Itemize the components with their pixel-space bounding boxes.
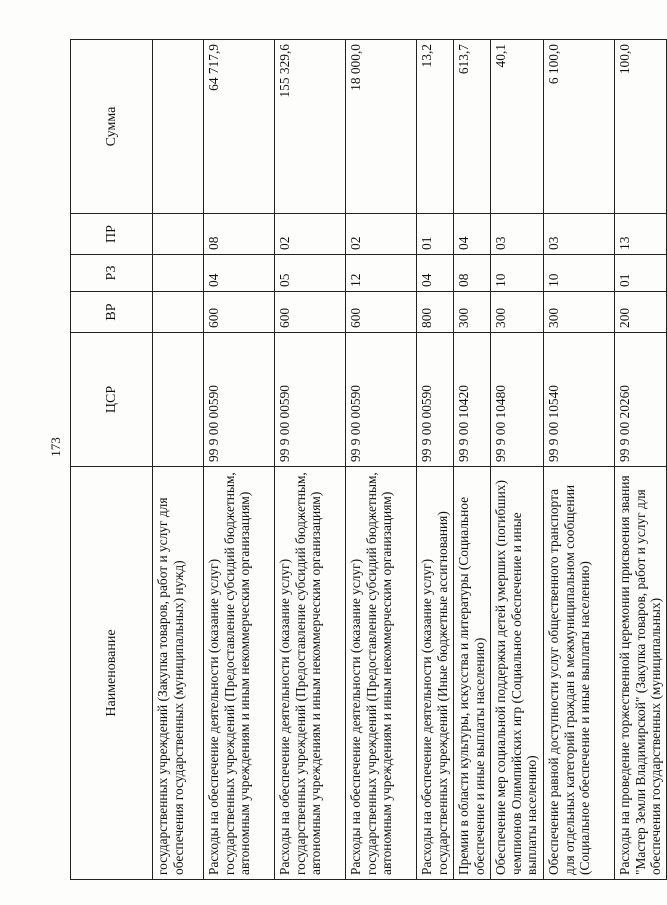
cell-sum: 64 717,9 <box>204 40 275 214</box>
header-pr: ПР <box>71 214 153 255</box>
cell-pr <box>153 214 204 255</box>
table-row <box>346 40 417 880</box>
cell-pr: 08 <box>204 214 275 255</box>
cell-sum: 6 100,0 <box>544 40 615 214</box>
table-row <box>204 40 275 880</box>
cell-vr: 600 <box>204 292 275 333</box>
cell-vr: 300 <box>544 292 615 333</box>
table-row <box>544 40 615 880</box>
cell-name: Расходы на обеспечение деятельности (оказание услуг) государственных учреждений (Предоставление субсидий бюджетным, автономным учреждениям и иным некоммерческим организациям) <box>346 467 417 880</box>
cell-vr: 200 <box>615 292 667 333</box>
cell-pr: 03 <box>544 214 615 255</box>
cell-rz: 12 <box>346 255 417 292</box>
cell-sum: 613,7 <box>454 40 491 214</box>
cell-pr: 02 <box>275 214 346 255</box>
cell-csr: 99 9 00 10540 <box>544 333 615 467</box>
table-row <box>491 40 544 880</box>
cell-name: Расходы на проведение торжественной церемонии присвоения звания "Мастер Земли Владимирской" (Закупка товаров, работ и услуг для обеспечения государственных (муниципальных) <box>615 467 667 880</box>
cell-rz: 08 <box>454 255 491 292</box>
cell-rz <box>153 255 204 292</box>
cell-sum: 155 329,6 <box>275 40 346 214</box>
table-row <box>615 40 667 880</box>
cell-csr: 99 9 00 00590 <box>275 333 346 467</box>
cell-name: Расходы на обеспечение деятельности (оказание услуг) государственных учреждений (Иные бюджетные ассигнования) <box>417 467 454 880</box>
cell-pr: 02 <box>346 214 417 255</box>
table-row <box>275 40 346 880</box>
cell-sum <box>153 40 204 214</box>
cell-vr: 300 <box>454 292 491 333</box>
rotated-table-wrapper <box>70 40 664 880</box>
cell-rz: 10 <box>491 255 544 292</box>
cell-name: Премии в области культуры, искусства и литературы (Социальное обеспечение и иные выплаты населению) <box>454 467 491 880</box>
cell-name: Расходы на обеспечение деятельности (оказание услуг) государственных учреждений (Предоставление субсидий бюджетным, автономным учреждениям и иным некоммерческим организациям) <box>204 467 275 880</box>
cell-pr: 13 <box>615 214 667 255</box>
cell-sum: 18 000,0 <box>346 40 417 214</box>
table-row <box>417 40 454 880</box>
cell-rz: 05 <box>275 255 346 292</box>
page-number-wrap <box>44 432 68 462</box>
cell-pr: 04 <box>454 214 491 255</box>
cell-name: Обеспечение равной доступности услуг общественного транспорта для отдельных категорий граждан в межмуниципальном сообщении (Социальное обеспечение и иные выплаты населению) <box>544 467 615 880</box>
header-csr: ЦСР <box>71 333 153 467</box>
cell-csr: 99 9 00 10480 <box>491 333 544 467</box>
cell-vr: 600 <box>346 292 417 333</box>
cell-csr: 99 9 00 10420 <box>454 333 491 467</box>
cell-sum: 13,2 <box>417 40 454 214</box>
cell-rz: 10 <box>544 255 615 292</box>
cell-rz: 01 <box>615 255 667 292</box>
table-header-row <box>71 40 153 880</box>
cell-name: Обеспечение мер социальной поддержки детей умерших (погибших) чемпионов Олимпийских игр (Социальное обеспечение и иные выплаты населению) <box>491 467 544 880</box>
cell-sum: 100,0 <box>615 40 667 214</box>
cell-name: Расходы на обеспечение деятельности (оказание услуг) государственных учреждений (Предоставление субсидий бюджетным, автономным учреждениям и иным некоммерческим организациям) <box>275 467 346 880</box>
cell-csr: 99 9 00 00590 <box>417 333 454 467</box>
cell-pr: 01 <box>417 214 454 255</box>
page-number: 173 <box>48 437 63 457</box>
cell-csr: 99 9 00 00590 <box>204 333 275 467</box>
cell-pr: 03 <box>491 214 544 255</box>
cell-csr: 99 9 00 20260 <box>615 333 667 467</box>
table-row <box>454 40 491 880</box>
header-vr: ВР <box>71 292 153 333</box>
budget-table <box>70 39 667 880</box>
header-sum: Сумма <box>71 40 153 214</box>
table-row <box>153 40 204 880</box>
cell-rz: 04 <box>417 255 454 292</box>
cell-vr: 600 <box>275 292 346 333</box>
cell-vr: 800 <box>417 292 454 333</box>
cell-csr: 99 9 00 00590 <box>346 333 417 467</box>
cell-vr <box>153 292 204 333</box>
cell-name: государственных учреждений (Закупка товаров, работ и услуг для обеспечения государственных (муниципальных) нужд) <box>153 467 204 880</box>
cell-rz: 04 <box>204 255 275 292</box>
cell-sum: 40,1 <box>491 40 544 214</box>
header-rz: РЗ <box>71 255 153 292</box>
cell-csr <box>153 333 204 467</box>
cell-vr: 300 <box>491 292 544 333</box>
header-name: Наименование <box>71 467 153 880</box>
